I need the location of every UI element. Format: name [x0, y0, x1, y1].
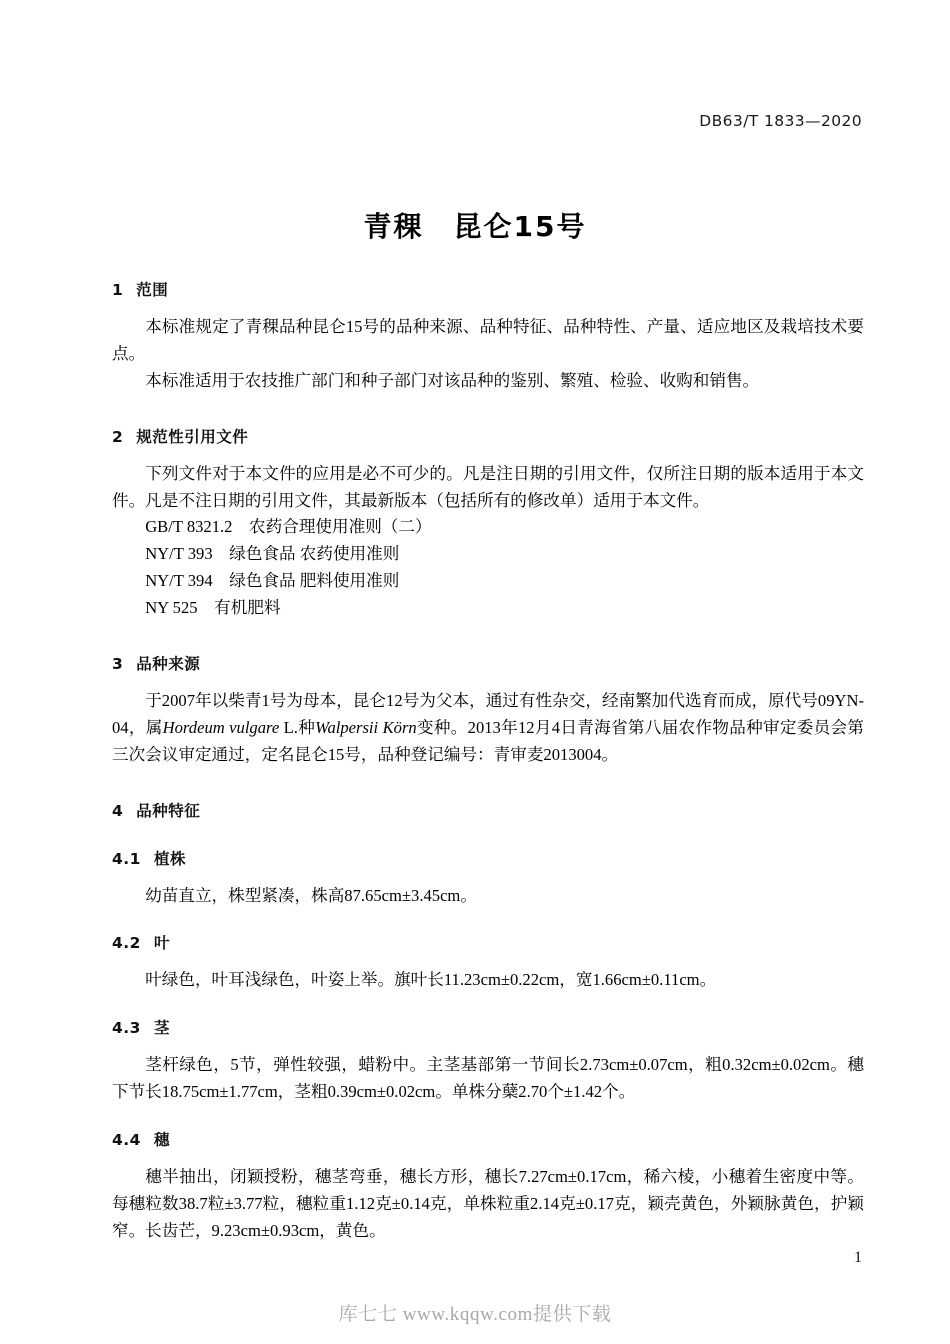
- latin-name-genus-species: Hordeum vulgare: [162, 717, 280, 737]
- section-heading-4: [112, 799, 864, 821]
- footer-watermark: 库七七 www.kqqw.com提供下载: [338, 1304, 612, 1325]
- section-1-paragraph-1: 本标准规定了青稞品种昆仑15号的品种来源、品种特征、品种特性、产量、适应地区及栽培技术要点。: [112, 317, 864, 363]
- subsection-heading-4-4: [112, 1128, 864, 1150]
- section-heading-3: [112, 652, 864, 674]
- subsection-heading-4-2: [112, 931, 864, 953]
- document-body: [112, 278, 864, 1245]
- reference-item-4: NY 525 有机肥料: [145, 598, 281, 617]
- subsection-4-1-text: 幼苗直立，株型紧凑，株高87.65cm±3.45cm。: [145, 885, 477, 905]
- section-title-2: 规范性引用文件: [136, 427, 249, 446]
- subsection-number-4-1: 4.1: [112, 849, 141, 868]
- section-number-4: 4: [112, 801, 124, 820]
- reference-item-3: NY/T 394 绿色食品 肥料使用准则: [145, 571, 400, 591]
- subsection-title-4-2: 叶: [153, 934, 170, 953]
- subsection-number-4-2: 4.2: [112, 934, 141, 953]
- subsection-title-4-4: 穗: [153, 1131, 170, 1149]
- section-title-3: 品种来源: [136, 654, 201, 673]
- section-heading-1: [112, 278, 864, 300]
- page-title: 青稞 昆仑15号: [363, 210, 587, 243]
- section-title-4: 品种特征: [136, 801, 201, 820]
- reference-item-2: NY/T 393 绿色食品 农药使用准则: [145, 544, 400, 564]
- section-title-1: 范围: [136, 281, 169, 299]
- subsection-heading-4-1: [112, 847, 864, 869]
- subsection-number-4-4: 4.4: [112, 1131, 141, 1149]
- section-2-paragraph-1: 下列文件对于本文件的应用是必不可少的。凡是注日期的引用文件，仅所注日期的版本适用于本文件。凡是不注日期的引用文件，其最新版本（包括所有的修改单）适用于本文件。: [112, 463, 864, 510]
- subsection-title-4-1: 植株: [153, 849, 186, 868]
- subsection-4-2-text: 叶绿色，叶耳浅绿色，叶姿上举。旗叶长11.23cm±0.22cm，宽1.66cm±0.11cm。: [145, 970, 717, 990]
- origin-text-part-2: 变种。2013年12月4日青海省第八届农作物品种审定委员会第三次会议审定通过，定名昆仑15号，品种登记编号：青审麦2013004。: [112, 717, 864, 764]
- section-number-2: 2: [112, 427, 124, 446]
- latin-name-variety: Walpersii Körn: [315, 717, 417, 737]
- section-3-origin-paragraph: [112, 688, 864, 769]
- section-1-paragraph-2: 本标准适用于农技推广部门和种子部门对该品种的鉴别、繁殖、检验、收购和销售。: [145, 370, 760, 390]
- reference-item-1: GB/T 8321.2 农药合理使用准则（二）: [145, 517, 432, 537]
- section-number-3: 3: [112, 654, 124, 673]
- subsection-title-4-3: 茎: [153, 1019, 170, 1038]
- origin-text-mid-1: L.种: [279, 717, 316, 737]
- origin-text-part-1: 于2007年以柴青1号为母本，昆仑12号为父本，通过有性杂交，经南繁加代选育而成，原代号09YN-04，属: [112, 690, 864, 737]
- page-number: 1: [854, 1249, 862, 1266]
- subsection-number-4-3: 4.3: [112, 1019, 141, 1038]
- document-header-standard-code: DB63/T 1833—2020: [699, 112, 862, 130]
- subsection-4-4-text: 穗半抽出，闭颖授粉，穗茎弯垂，穗长方形，穗长7.27cm±0.17cm，稀六棱，小穗着生密度中等。每穗粒数38.7粒±3.77粒，穗粒重1.12克±0.14克，单株粒重2.14克±0.17克，颖壳黄色，外颖脉黄色，护颖窄。长齿芒，9.23cm±0.93cm，黄色。: [112, 1167, 864, 1240]
- section-number-1: 1: [112, 281, 124, 299]
- subsection-heading-4-3: [112, 1016, 864, 1038]
- subsection-4-3-text: 茎杆绿色，5节，弹性较强，蜡粉中。主茎基部第一节间长2.73cm±0.07cm，粗0.32cm±0.02cm。穗下节长18.75cm±1.77cm，茎粗0.39cm±0.02cm。单株分蘖2.70个±1.42个。: [112, 1055, 864, 1102]
- section-heading-2: [112, 425, 864, 447]
